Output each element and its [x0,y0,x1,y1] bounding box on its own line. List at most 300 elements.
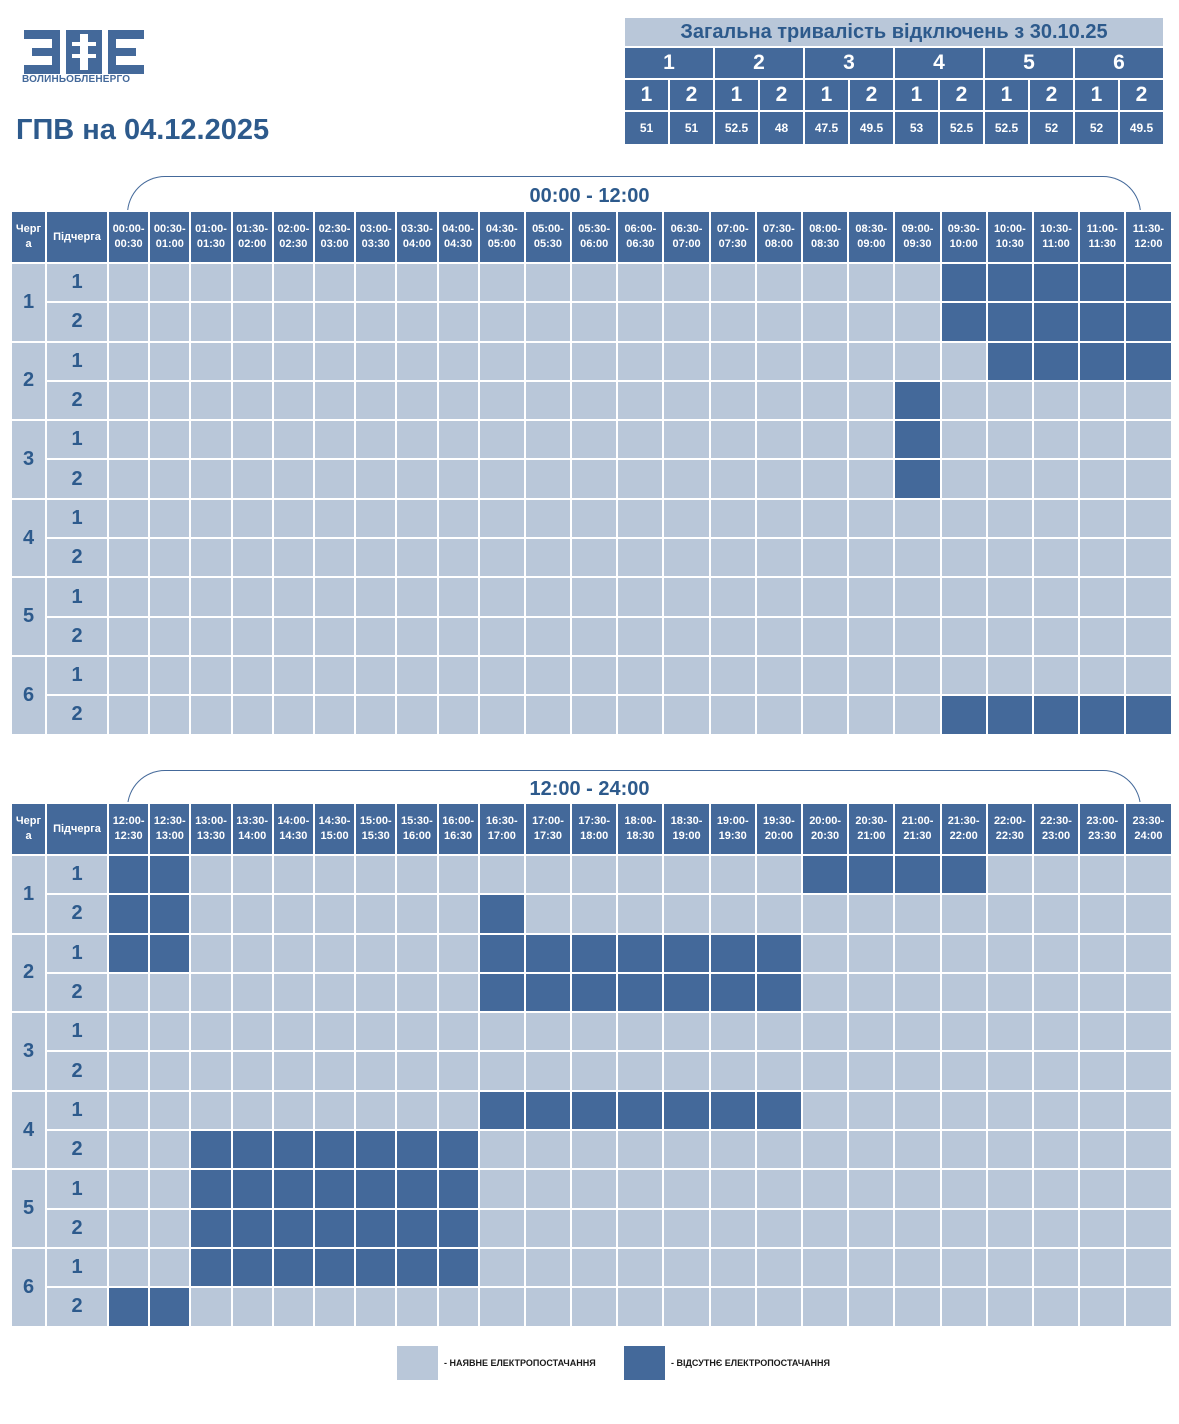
slot-power-available [1079,973,1125,1012]
slot-power-absent [710,1091,756,1130]
slot-power-available [1079,1051,1125,1090]
slot-power-available [355,894,396,933]
slot-power-available [438,855,479,894]
slot-power-available [894,302,940,341]
slot-power-available [1079,1012,1125,1051]
slot-power-available [1033,934,1079,973]
slot-power-absent [232,1130,273,1169]
slot-power-available [663,695,709,734]
slot-power-available [941,577,987,616]
slot-power-available [479,342,525,381]
time-slot-header: 17:30- 18:00 [571,803,617,855]
slot-power-absent [1079,302,1125,341]
slot-power-available [848,420,894,459]
slot-power-absent [802,855,848,894]
subqueue-label: 2 [46,894,108,933]
slot-power-available [663,1287,709,1326]
summary-duration-value: 47.5 [804,111,849,145]
slot-power-available [987,1209,1033,1248]
slot-power-available [396,934,437,973]
slot-power-available [355,1287,396,1326]
slot-power-absent [1125,302,1171,341]
range-label-morning: 00:00 - 12:00 [529,185,650,207]
slot-power-available [314,617,355,656]
slot-power-available [1125,381,1171,420]
slot-power-available [1079,499,1125,538]
slot-power-available [987,1012,1033,1051]
slot-power-absent [355,1169,396,1208]
time-slot-header: 05:00- 05:30 [525,211,571,263]
time-slot-header: 19:30- 20:00 [756,803,802,855]
slot-power-available [396,656,437,695]
slot-power-available [396,973,437,1012]
time-slot-header: 09:30- 10:00 [941,211,987,263]
time-slot-header: 19:00- 19:30 [710,803,756,855]
slot-power-available [479,381,525,420]
slot-power-available [1033,381,1079,420]
slot-power-available [149,538,190,577]
queue-label: 4 [11,499,46,578]
slot-power-available [396,263,437,302]
slot-power-available [355,381,396,420]
slot-power-available [617,302,663,341]
time-slot-header: 02:00- 02:30 [273,211,314,263]
slot-power-absent [987,695,1033,734]
slot-power-available [987,656,1033,695]
schedule-row [11,342,1172,381]
queue-label: 6 [11,1248,46,1327]
slot-power-absent [314,1248,355,1287]
subqueue-label: 1 [46,342,108,381]
time-slot-header: 12:00- 12:30 [108,803,149,855]
slot-power-available [802,1169,848,1208]
subqueue-label: 2 [46,973,108,1012]
subqueue-label: 1 [46,1012,108,1051]
slot-power-available [617,381,663,420]
slot-power-absent [848,855,894,894]
time-slot-header: 10:30- 11:00 [1033,211,1079,263]
slot-power-absent [108,1287,149,1326]
slot-power-absent [1125,263,1171,302]
subqueue-label: 2 [46,381,108,420]
time-slot-header: 03:00- 03:30 [355,211,396,263]
summary-subqueue-header: 1 [894,79,939,111]
slot-power-available [149,302,190,341]
subqueue-label: 2 [46,459,108,498]
slot-power-absent [571,1091,617,1130]
slot-power-available [190,934,231,973]
slot-power-available [232,656,273,695]
slot-power-available [314,1051,355,1090]
slot-power-available [1125,538,1171,577]
time-slot-header: 01:00- 01:30 [190,211,231,263]
time-slot-header: 03:30- 04:00 [396,211,437,263]
slot-power-available [571,1051,617,1090]
slot-power-available [273,855,314,894]
slot-power-available [802,577,848,616]
slot-power-available [108,499,149,538]
slot-power-absent [190,1209,231,1248]
time-slot-header: 20:00- 20:30 [802,803,848,855]
slot-power-available [987,499,1033,538]
slot-power-available [355,538,396,577]
slot-power-available [848,499,894,538]
slot-power-absent [756,973,802,1012]
slot-power-absent [149,855,190,894]
slot-power-available [1033,617,1079,656]
time-slot-header: 22:30- 23:00 [1033,803,1079,855]
time-slot-header: 07:00- 07:30 [710,211,756,263]
time-slot-header: 02:30- 03:00 [314,211,355,263]
slot-power-available [108,342,149,381]
slot-power-available [525,1248,571,1287]
slot-power-available [802,617,848,656]
slot-power-available [1125,973,1171,1012]
slot-power-available [525,1012,571,1051]
schedule-row [11,538,1172,577]
slot-power-absent [232,1169,273,1208]
summary-subqueue-header: 2 [939,79,984,111]
slot-power-available [941,1248,987,1287]
time-slot-header: 00:30- 01:00 [149,211,190,263]
slot-power-available [1125,894,1171,933]
schedule-row [11,973,1172,1012]
subqueue-label: 1 [46,1248,108,1287]
slot-power-available [941,459,987,498]
slot-power-available [396,538,437,577]
slot-power-available [149,263,190,302]
schedule-row [11,934,1172,973]
slot-power-absent [1125,342,1171,381]
slot-power-available [273,499,314,538]
schedule-row [11,1248,1172,1287]
slot-power-absent [1033,342,1079,381]
slot-power-available [848,263,894,302]
slot-power-available [894,1248,940,1287]
summary-subqueue-header: 2 [849,79,894,111]
slot-power-available [802,934,848,973]
time-slot-header: 09:00- 09:30 [894,211,940,263]
slot-power-available [314,459,355,498]
slot-power-absent [894,855,940,894]
time-slot-header: 04:30- 05:00 [479,211,525,263]
slot-power-available [848,538,894,577]
subqueue-label: 1 [46,1091,108,1130]
slot-power-available [663,381,709,420]
slot-power-available [617,1209,663,1248]
legend-label-available: - НАЯВНЕ ЕЛЕКТРОПОСТАЧАННЯ [444,1358,596,1368]
slot-power-available [479,302,525,341]
slot-power-available [149,656,190,695]
slot-power-available [108,617,149,656]
slot-power-available [525,1209,571,1248]
slot-power-available [314,342,355,381]
time-slot-header: 07:30- 08:00 [756,211,802,263]
slot-power-available [894,934,940,973]
slot-power-available [1125,577,1171,616]
slot-power-available [571,577,617,616]
slot-power-available [479,499,525,538]
slot-power-available [314,263,355,302]
slot-power-available [479,1130,525,1169]
slot-power-available [571,499,617,538]
slot-power-available [894,263,940,302]
summary-duration-value: 52 [1074,111,1119,145]
slot-power-available [941,1091,987,1130]
time-slot-header: 20:30- 21:00 [848,803,894,855]
slot-power-available [396,577,437,616]
slot-power-available [108,656,149,695]
slot-power-available [190,499,231,538]
slot-power-available [802,302,848,341]
slot-power-available [710,381,756,420]
subqueue-label: 2 [46,302,108,341]
slot-power-available [710,499,756,538]
legend-swatch-available [397,1346,438,1380]
slot-power-available [987,894,1033,933]
slot-power-available [108,1209,149,1248]
slot-power-available [571,894,617,933]
slot-power-available [232,973,273,1012]
queue-label: 2 [11,342,46,421]
slot-power-absent [710,934,756,973]
slot-power-absent [314,1209,355,1248]
slot-power-available [756,1130,802,1169]
subqueue-label: 1 [46,1169,108,1208]
slot-power-available [525,342,571,381]
slot-power-available [273,1012,314,1051]
slot-power-available [710,263,756,302]
slot-power-available [190,855,231,894]
slot-power-available [438,263,479,302]
slot-power-available [232,577,273,616]
slot-power-available [802,263,848,302]
slot-power-available [571,855,617,894]
slot-power-available [108,973,149,1012]
slot-power-available [438,1287,479,1326]
slot-power-available [273,420,314,459]
slot-power-available [848,617,894,656]
slot-power-absent [617,973,663,1012]
slot-power-available [1033,656,1079,695]
slot-power-absent [149,894,190,933]
summary-subqueue-header: 1 [1074,79,1119,111]
slot-power-available [525,538,571,577]
summary-subqueue-header: 1 [624,79,669,111]
subqueue-label: 1 [46,499,108,538]
slot-power-available [355,973,396,1012]
slot-power-available [438,1091,479,1130]
slot-power-available [190,459,231,498]
legend-absent [624,1346,830,1380]
slot-power-absent [1079,263,1125,302]
slot-power-absent [941,263,987,302]
slot-power-available [314,656,355,695]
slot-power-available [438,1012,479,1051]
slot-power-available [1033,973,1079,1012]
slot-power-available [314,855,355,894]
slot-power-available [479,1169,525,1208]
slot-power-available [571,459,617,498]
slot-power-available [1033,459,1079,498]
slot-power-available [525,695,571,734]
slot-power-available [108,420,149,459]
slot-power-available [663,1169,709,1208]
slot-power-available [314,894,355,933]
slot-power-available [617,342,663,381]
slot-power-available [1079,934,1125,973]
slot-power-available [108,302,149,341]
slot-power-available [663,1248,709,1287]
slot-power-absent [987,302,1033,341]
time-slot-header: 14:30- 15:00 [314,803,355,855]
range-label-evening: 12:00 - 24:00 [529,778,650,800]
time-slot-header: 01:30- 02:00 [232,211,273,263]
slot-power-absent [232,1248,273,1287]
time-slot-header: 18:30- 19:00 [663,803,709,855]
slot-power-absent [108,894,149,933]
slot-power-available [802,420,848,459]
slot-power-available [149,1209,190,1248]
slot-power-available [617,617,663,656]
slot-power-available [149,1091,190,1130]
slot-power-absent [355,1130,396,1169]
slot-power-available [1033,855,1079,894]
slot-power-available [232,1287,273,1326]
slot-power-available [479,1287,525,1326]
summary-duration-value: 49.5 [849,111,894,145]
slot-power-available [802,894,848,933]
slot-power-available [273,1051,314,1090]
schedule-row [11,1130,1172,1169]
slot-power-available [571,617,617,656]
slot-power-available [1079,1091,1125,1130]
slot-power-absent [438,1130,479,1169]
slot-power-available [1125,1287,1171,1326]
summary-duration-value: 51 [669,111,714,145]
slot-power-available [1125,1051,1171,1090]
slot-power-available [355,617,396,656]
slot-power-available [756,342,802,381]
slot-power-available [987,934,1033,973]
slot-power-available [149,1248,190,1287]
schedule-row [11,656,1172,695]
slot-power-available [438,499,479,538]
slot-power-available [663,538,709,577]
schedule-row [11,894,1172,933]
summary-duration-value: 51 [624,111,669,145]
subqueue-label: 1 [46,656,108,695]
slot-power-available [710,1287,756,1326]
slot-power-available [617,577,663,616]
slot-power-available [710,1248,756,1287]
slot-power-available [571,302,617,341]
slot-power-available [848,342,894,381]
slot-power-available [438,538,479,577]
slot-power-available [663,342,709,381]
slot-power-available [710,1051,756,1090]
slot-power-absent [941,855,987,894]
summary-subqueue-header: 1 [984,79,1029,111]
slot-power-available [396,1287,437,1326]
time-slot-header: 11:00- 11:30 [1079,211,1125,263]
slot-power-available [894,538,940,577]
subqueue-label: 2 [46,617,108,656]
slot-power-available [756,1012,802,1051]
subqueue-label: 2 [46,1051,108,1090]
time-slot-header: 06:30- 07:00 [663,211,709,263]
slot-power-available [1125,1091,1171,1130]
queue-label: 3 [11,1012,46,1091]
slot-power-available [1079,381,1125,420]
slot-power-available [232,1091,273,1130]
slot-power-available [941,1130,987,1169]
slot-power-available [1033,894,1079,933]
slot-power-absent [525,934,571,973]
slot-power-absent [314,1169,355,1208]
schedule-row [11,577,1172,616]
slot-power-available [232,459,273,498]
slot-power-available [987,617,1033,656]
slot-power-available [273,459,314,498]
slot-power-available [756,894,802,933]
slot-power-available [941,538,987,577]
slot-power-available [1125,459,1171,498]
slot-power-available [232,617,273,656]
slot-power-available [571,695,617,734]
slot-power-available [479,577,525,616]
slot-power-available [710,302,756,341]
slot-power-available [848,1287,894,1326]
subqueue-label: 1 [46,263,108,302]
slot-power-absent [273,1209,314,1248]
slot-power-available [108,381,149,420]
slot-power-available [232,1051,273,1090]
schedule-row [11,1287,1172,1326]
slot-power-available [190,973,231,1012]
slot-power-available [710,342,756,381]
slot-power-available [438,656,479,695]
time-slot-header: 12:30- 13:00 [149,803,190,855]
slot-power-available [802,381,848,420]
slot-power-available [190,577,231,616]
slot-power-absent [663,934,709,973]
slot-power-available [1079,894,1125,933]
slot-power-available [941,1287,987,1326]
schedule-row [11,302,1172,341]
slot-power-available [802,342,848,381]
slot-power-available [190,1051,231,1090]
slot-power-available [396,1091,437,1130]
slot-power-available [941,1051,987,1090]
slot-power-available [710,459,756,498]
slot-power-available [894,1130,940,1169]
slot-power-available [1033,1091,1079,1130]
summary-queue-header: 6 [1074,47,1164,79]
slot-power-available [355,934,396,973]
slot-power-available [273,577,314,616]
slot-power-available [756,1169,802,1208]
slot-power-available [355,855,396,894]
slot-power-available [273,302,314,341]
subqueue-label: 1 [46,420,108,459]
slot-power-available [438,617,479,656]
slot-power-available [756,538,802,577]
slot-power-available [108,1012,149,1051]
slot-power-available [1125,1169,1171,1208]
subqueue-label: 1 [46,934,108,973]
subqueue-label: 2 [46,1209,108,1248]
